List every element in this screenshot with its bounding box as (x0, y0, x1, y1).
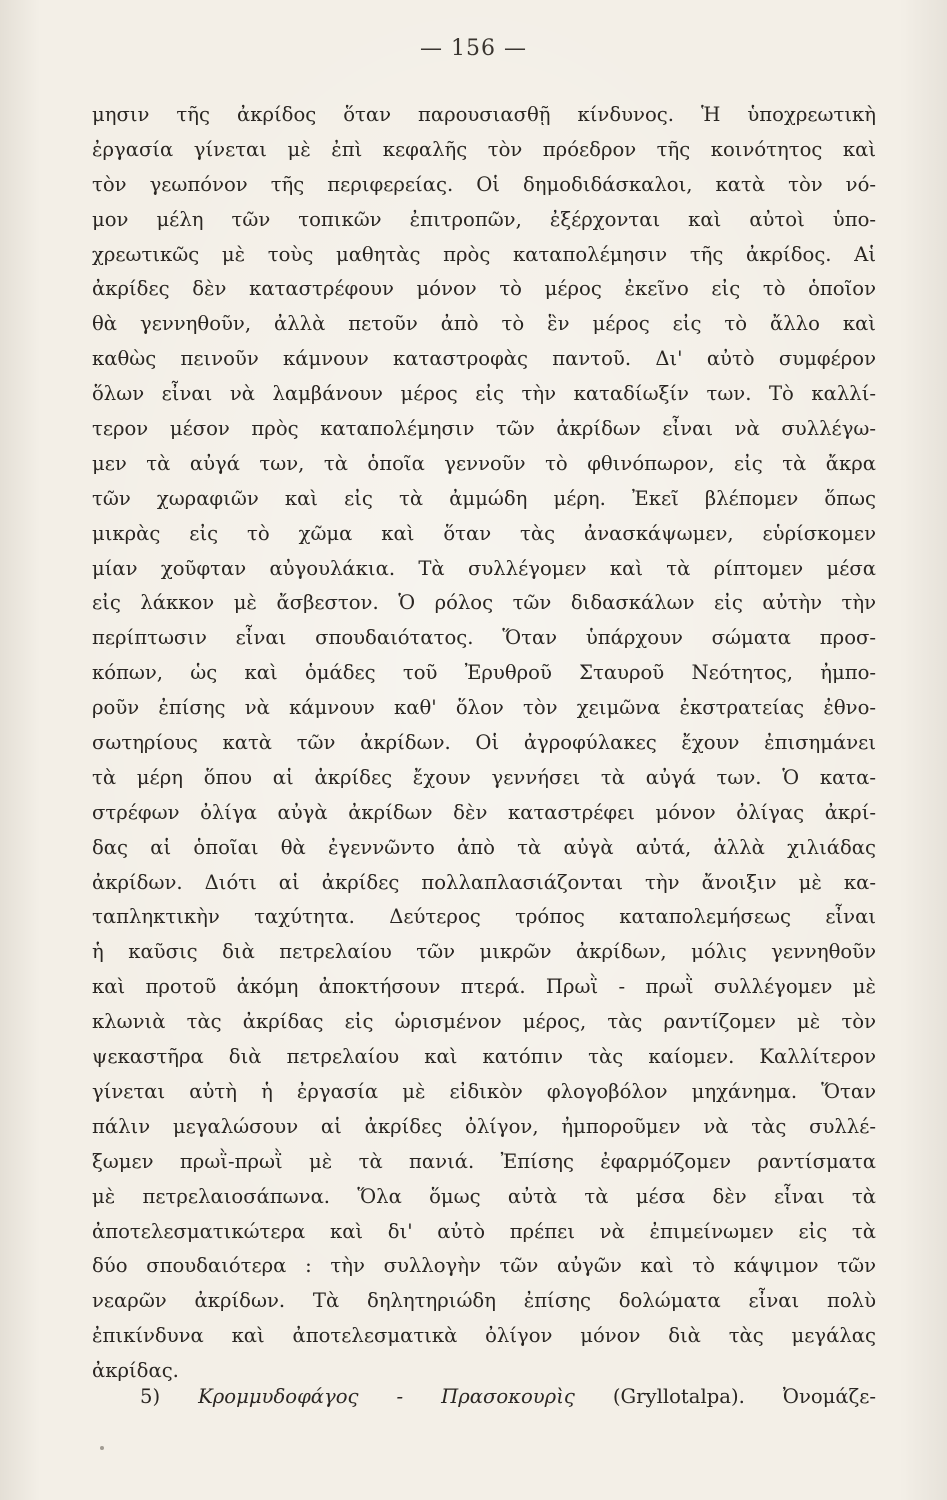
text-line: μὲ πετρελαιοσάπωνα. Ὅλα ὅμως αὐτὰ τὰ μέσα δὲν εἶναι τὰ (92, 1184, 876, 1208)
text-line: ἀκρίδες δὲν καταστρέφουν μόνον τὸ μέρος ἐκεῖνο εἰς τὸ ὁποῖον (92, 277, 876, 301)
section-heading-line (140, 1380, 876, 1414)
text-line: ὅλων εἶναι νὰ λαμβάνουν μέρος εἰς τὴν καταδίωξίν των. Τὸ καλλί- (92, 382, 876, 406)
text-line: ἀποτελεσματικώτερα καὶ δι' αὐτὸ πρέπει νὰ ἐπιμείνωμεν εἰς τὰ (92, 1219, 876, 1243)
text-line: ἀκρίδων. Διότι αἱ ἀκρίδες πολλαπλασιάζονται τὴν ἄνοιξιν μὲ κα- (92, 870, 876, 894)
section-continuation: Ὀνομάζε- (782, 1385, 877, 1408)
text-line: θὰ γεννηθοῦν, ἀλλὰ πετοῦν ἀπὸ τὸ ἓν μέρος εἰς τὸ ἄλλο καὶ (92, 312, 876, 336)
print-speck (100, 1446, 104, 1450)
text-line: περίπτωσιν εἶναι σπουδαιότατος. Ὅταν ὑπάρχουν σώματα προσ- (92, 626, 876, 650)
text-line: ταπληκτικὴν ταχύτητα. Δεύτερος τρόπος καταπολεμήσεως εἶναι (92, 905, 876, 929)
text-line: τερον μέσον πρὸς καταπολέμησιν τῶν ἀκρίδων εἶναι νὰ συλλέγω- (92, 417, 876, 441)
text-line: δας αἱ ὁποῖαι θὰ ἐγεννῶντο ἀπὸ τὰ αὐγὰ αὐτά, ἀλλὰ χιλιάδας (92, 835, 876, 859)
text-line: τῶν χωραφιῶν καὶ εἰς τὰ ἀμμώδη μέρη. Ἐκεῖ βλέπομεν ὅπως (92, 486, 876, 510)
text-line: χρεωτικῶς μὲ τοὺς μαθητὰς πρὸς καταπολέμησιν τῆς ἀκρίδος. Αἱ (92, 242, 876, 266)
text-line: ξωμεν πρωῒ-πρωῒ μὲ τὰ πανιά. Ἐπίσης ἐφαρμόζομεν ραντίσματα (92, 1149, 876, 1173)
text-line: ἀκρίδας. (92, 1359, 179, 1383)
section-number: 5) (140, 1385, 161, 1408)
text-line: καθὼς πεινοῦν κάμνουν καταστροφὰς παντοῦ. Δι' αὐτὸ συμφέρον (92, 347, 876, 371)
text-line: κόπων, ὡς καὶ ὁμάδες τοῦ Ἐρυθροῦ Σταυροῦ Νεότητος, ἠμπο- (92, 661, 876, 685)
text-line: ἐπικίνδυνα καὶ ἀποτελεσματικὰ ὀλίγον μόνον διὰ τὰς μεγάλας (92, 1324, 876, 1348)
text-line: σωτηρίους κατὰ τῶν ἀκρίδων. Οἱ ἀγροφύλακες ἔχουν ἐπισημάνει (92, 731, 876, 755)
text-line: νεαρῶν ἀκρίδων. Τὰ δηλητηριώδη ἐπίσης δολώματα εἶναι πολὺ (92, 1289, 876, 1313)
text-line: ἐργασία γίνεται μὲ ἐπὶ κεφαλῆς τὸν πρόεδρον τῆς κοινότητος καὶ (92, 137, 876, 161)
text-line: γίνεται αὐτὴ ἡ ἐργασία μὲ εἰδικὸν φλογοβόλον μηχάνημα. Ὅταν (92, 1079, 876, 1103)
text-line: μησιν τῆς ἀκρίδος ὅταν παρουσιασθῇ κίνδυνος. Ἡ ὑποχρεωτικὴ (92, 103, 876, 126)
text-line: μον μέλη τῶν τοπικῶν ἐπιτροπῶν, ἐξέρχονται καὶ αὐτοὶ ὑπο- (92, 207, 876, 231)
text-line: κλωνιὰ τὰς ἀκρίδας εἰς ὡρισμένον μέρος, τὰς ραντίζομεν μὲ τὸν (92, 1010, 876, 1034)
section-latin-name: (Gryllotalpa). (612, 1385, 745, 1408)
text-line: ροῦν ἐπίσης νὰ κάμνουν καθ' ὅλον τὸν χειμῶνα ἐκστρατείας ἐθνο- (92, 696, 876, 720)
text-line: πάλιν μεγαλώσουν αἱ ἀκρίδες ὀλίγον, ἠμποροῦμεν νὰ τὰς συλλέ- (92, 1114, 876, 1138)
text-line: στρέφων ὀλίγα αὐγὰ ἀκρίδων δὲν καταστρέφει μόνον ὀλίγας ἀκρί- (92, 800, 876, 824)
text-line: μεν τὰ αὐγά των, τὰ ὁποῖα γεννοῦν τὸ φθινόπωρον, εἰς τὰ ἄκρα (92, 451, 876, 475)
body-text (92, 98, 876, 1389)
text-line: τὸν γεωπόνον τῆς περιφερείας. Οἱ δημοδιδάσκαλοι, κατὰ τὸν νό- (92, 172, 876, 196)
text-line: μίαν χοῦφταν αὐγουλάκια. Τὰ συλλέγομεν καὶ τὰ ρίπτομεν μέσα (92, 556, 876, 580)
page-number: — 156 — (420, 36, 527, 61)
text-line: ἡ καῦσις διὰ πετρελαίου τῶν μικρῶν ἀκρίδων, μόλις γεννηθοῦν (92, 940, 876, 964)
text-line: καὶ προτοῦ ἀκόμη ἀποκτήσουν πτερά. Πρωῒ - πρωῒ συλλέγομεν μὲ (92, 975, 876, 999)
text-line: μικρὰς εἰς τὸ χῶμα καὶ ὅταν τὰς ἀνασκάψωμεν, εὑρίσκομεν (92, 521, 876, 545)
text-line: τὰ μέρη ὅπου αἱ ἀκρίδες ἔχουν γεννήσει τὰ αὐγά των. Ὁ κατα- (92, 765, 876, 789)
section-title: Κρομμυδοφάγος - Πρασοκουρὶς (198, 1385, 575, 1408)
text-line: δύο σπουδαιότερα : τὴν συλλογὴν τῶν αὐγῶν καὶ τὸ κάψιμον τῶν (92, 1254, 876, 1278)
text-line: εἰς λάκκον μὲ ἄσβεστον. Ὁ ρόλος τῶν διδασκάλων εἰς αὐτὴν τὴν (92, 591, 876, 615)
text-line: ψεκαστῆρα διὰ πετρελαίου καὶ κατόπιν τὰς καίομεν. Καλλίτερον (92, 1045, 876, 1069)
